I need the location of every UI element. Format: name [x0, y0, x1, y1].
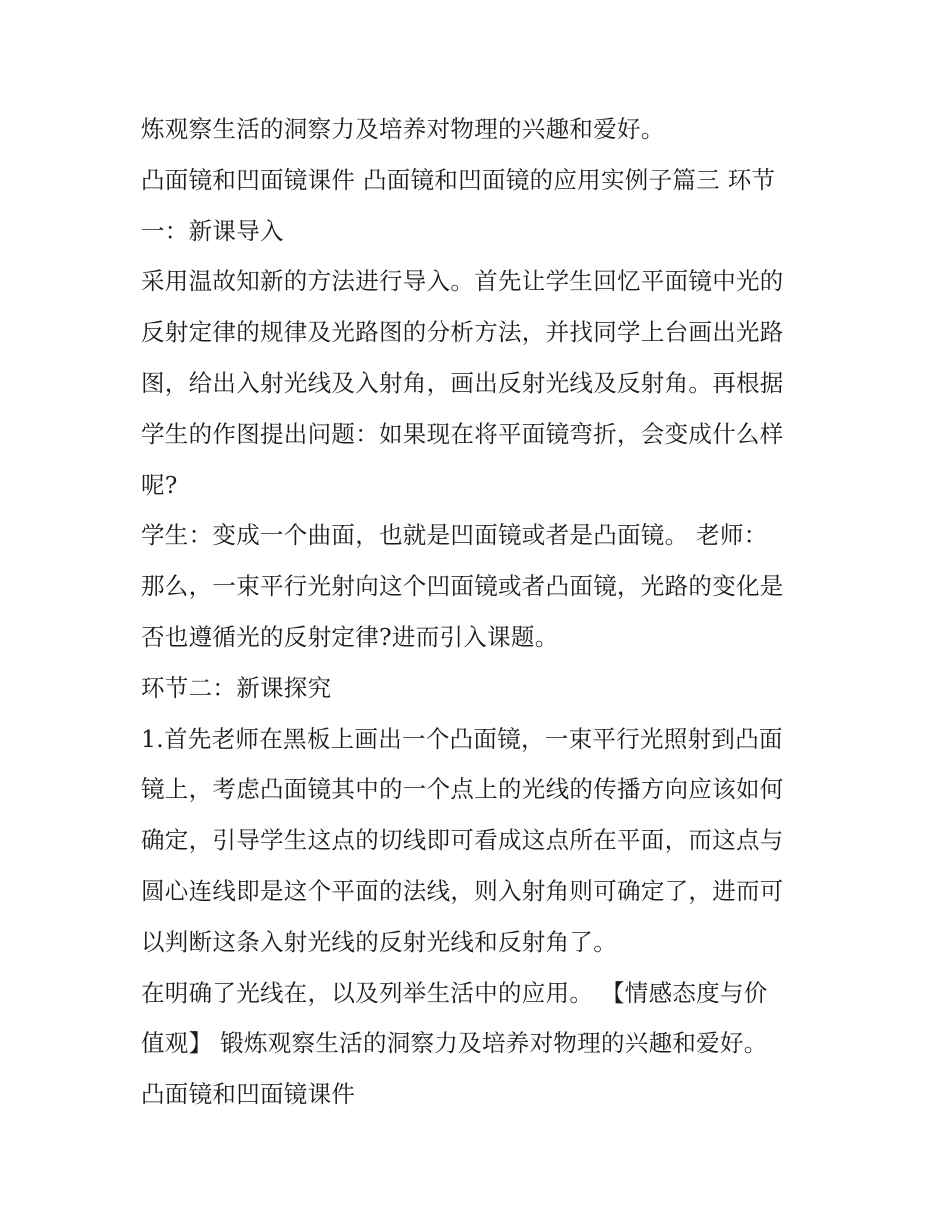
text-line: 圆心连线即是这个平面的法线，则入射角则可确定了，进而可: [141, 876, 784, 905]
text-line: 学生的作图提出问题：如果现在将平面镜弯折，会变成什么样: [141, 419, 784, 448]
text-line: 值观】 锻炼观察生活的洞察力及培养对物理的兴趣和爱好。: [141, 1029, 768, 1058]
text-line: 镜上，考虑凸面镜其中的一个点上的光线的传播方向应该如何: [141, 775, 784, 804]
text-line: 1.首先老师在黑板上画出一个凸面镜，一束平行光照射到凸面: [141, 724, 783, 753]
text-line: 在明确了光线在，以及列举生活中的应用。 【情感态度与价: [141, 978, 768, 1007]
text-line: 那么，一束平行光射向这个凹面镜或者凸面镜，光路的变化是: [141, 572, 784, 601]
document-body: [141, 104, 821, 1120]
text-line: 凸面镜和凹面镜课件 凸面镜和凹面镜的应用实例子篇三 环节: [141, 165, 776, 194]
text-line: 学生：变成一个曲面，也就是凹面镜或者是凸面镜。 老师：: [141, 521, 768, 550]
text-line: 确定，引导学生这点的切线即可看成这点所在平面，而这点与: [141, 826, 784, 855]
text-line: 采用温故知新的方法进行导入。首先让学生回忆平面镜中光的: [141, 267, 784, 296]
text-line: 炼观察生活的洞察力及培养对物理的兴趣和爱好。: [141, 115, 665, 143]
text-line: 以判断这条入射光线的反射光线和反射角了。: [141, 927, 617, 956]
text-line: 一：新课导入: [141, 216, 284, 245]
text-line: 反射定律的规律及光路图的分析方法，并找同学上台画出光路: [141, 318, 784, 347]
text-line: 图，给出入射光线及入射角，画出反射光线及反射角。再根据: [141, 368, 784, 397]
section-heading: 环节二：新课探究: [141, 673, 332, 702]
text-line: 否也遵循光的反射定律?进而引入课题。: [141, 622, 559, 651]
text-line: 凸面镜和凹面镜课件: [141, 1080, 356, 1109]
text-line: 呢?: [141, 470, 178, 499]
